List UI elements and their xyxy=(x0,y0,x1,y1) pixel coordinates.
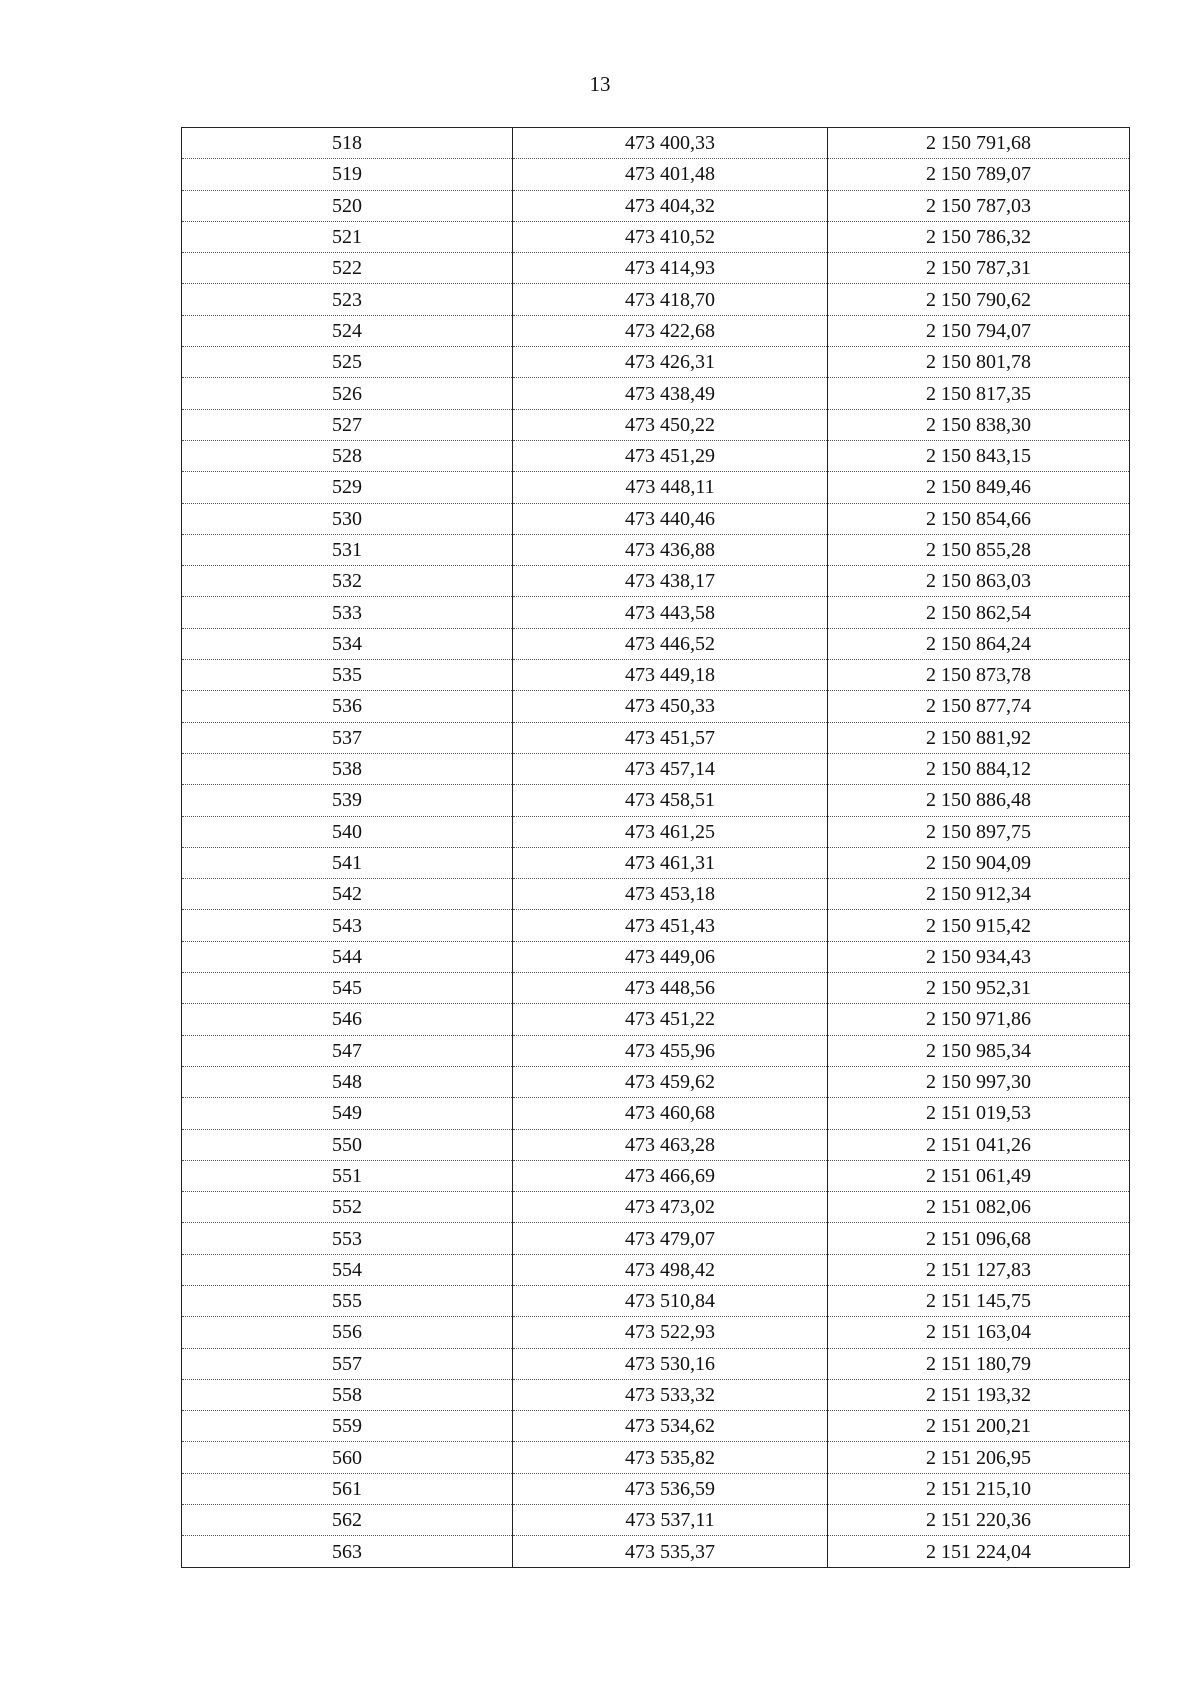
table-row xyxy=(182,566,1130,597)
x-coordinate-cell: 473 530,16 xyxy=(513,1348,828,1379)
table-row xyxy=(182,691,1130,722)
point-number-cell: 554 xyxy=(182,1254,513,1285)
x-coordinate-cell: 473 418,70 xyxy=(513,284,828,315)
table-row xyxy=(182,440,1130,471)
x-coordinate-cell: 473 400,33 xyxy=(513,128,828,159)
point-number-cell: 556 xyxy=(182,1317,513,1348)
y-coordinate-cell: 2 150 985,34 xyxy=(828,1035,1130,1066)
point-number-cell: 528 xyxy=(182,440,513,471)
x-coordinate-cell: 473 455,96 xyxy=(513,1035,828,1066)
x-coordinate-cell: 473 537,11 xyxy=(513,1505,828,1536)
y-coordinate-cell: 2 151 163,04 xyxy=(828,1317,1130,1348)
x-coordinate-cell: 473 451,29 xyxy=(513,440,828,471)
y-coordinate-cell: 2 150 864,24 xyxy=(828,628,1130,659)
table-row xyxy=(182,1473,1130,1504)
table-row xyxy=(182,284,1130,315)
x-coordinate-cell: 473 536,59 xyxy=(513,1473,828,1504)
coordinates-table xyxy=(181,127,1130,1568)
point-number-cell: 550 xyxy=(182,1129,513,1160)
x-coordinate-cell: 473 463,28 xyxy=(513,1129,828,1160)
point-number-cell: 540 xyxy=(182,816,513,847)
point-number-cell: 525 xyxy=(182,347,513,378)
y-coordinate-cell: 2 150 838,30 xyxy=(828,409,1130,440)
table-row xyxy=(182,910,1130,941)
x-coordinate-cell: 473 422,68 xyxy=(513,315,828,346)
table-row xyxy=(182,1379,1130,1410)
table-row xyxy=(182,879,1130,910)
x-coordinate-cell: 473 522,93 xyxy=(513,1317,828,1348)
y-coordinate-cell: 2 151 206,95 xyxy=(828,1442,1130,1473)
point-number-cell: 561 xyxy=(182,1473,513,1504)
point-number-cell: 541 xyxy=(182,847,513,878)
y-coordinate-cell: 2 150 912,34 xyxy=(828,879,1130,910)
y-coordinate-cell: 2 150 789,07 xyxy=(828,159,1130,190)
table-row xyxy=(182,597,1130,628)
point-number-cell: 521 xyxy=(182,221,513,252)
x-coordinate-cell: 473 457,14 xyxy=(513,753,828,784)
point-number-cell: 532 xyxy=(182,566,513,597)
table-row xyxy=(182,1348,1130,1379)
table-row xyxy=(182,1442,1130,1473)
y-coordinate-cell: 2 150 843,15 xyxy=(828,440,1130,471)
point-number-cell: 545 xyxy=(182,973,513,1004)
x-coordinate-cell: 473 533,32 xyxy=(513,1379,828,1410)
x-coordinate-cell: 473 498,42 xyxy=(513,1254,828,1285)
y-coordinate-cell: 2 150 854,66 xyxy=(828,503,1130,534)
y-coordinate-cell: 2 150 787,03 xyxy=(828,190,1130,221)
table-row xyxy=(182,722,1130,753)
y-coordinate-cell: 2 151 220,36 xyxy=(828,1505,1130,1536)
x-coordinate-cell: 473 414,93 xyxy=(513,253,828,284)
y-coordinate-cell: 2 151 127,83 xyxy=(828,1254,1130,1285)
point-number-cell: 538 xyxy=(182,753,513,784)
y-coordinate-cell: 2 150 855,28 xyxy=(828,534,1130,565)
y-coordinate-cell: 2 150 817,35 xyxy=(828,378,1130,409)
x-coordinate-cell: 473 438,49 xyxy=(513,378,828,409)
y-coordinate-cell: 2 150 897,75 xyxy=(828,816,1130,847)
point-number-cell: 539 xyxy=(182,785,513,816)
x-coordinate-cell: 473 453,18 xyxy=(513,879,828,910)
point-number-cell: 555 xyxy=(182,1285,513,1316)
y-coordinate-cell: 2 150 786,32 xyxy=(828,221,1130,252)
y-coordinate-cell: 2 151 041,26 xyxy=(828,1129,1130,1160)
point-number-cell: 518 xyxy=(182,128,513,159)
y-coordinate-cell: 2 150 794,07 xyxy=(828,315,1130,346)
point-number-cell: 557 xyxy=(182,1348,513,1379)
point-number-cell: 534 xyxy=(182,628,513,659)
point-number-cell: 537 xyxy=(182,722,513,753)
x-coordinate-cell: 473 460,68 xyxy=(513,1098,828,1129)
x-coordinate-cell: 473 448,11 xyxy=(513,472,828,503)
coordinates-table-body xyxy=(182,128,1130,1568)
point-number-cell: 519 xyxy=(182,159,513,190)
y-coordinate-cell: 2 151 193,32 xyxy=(828,1379,1130,1410)
x-coordinate-cell: 473 426,31 xyxy=(513,347,828,378)
y-coordinate-cell: 2 151 180,79 xyxy=(828,1348,1130,1379)
y-coordinate-cell: 2 150 877,74 xyxy=(828,691,1130,722)
x-coordinate-cell: 473 436,88 xyxy=(513,534,828,565)
y-coordinate-cell: 2 150 971,86 xyxy=(828,1004,1130,1035)
x-coordinate-cell: 473 461,25 xyxy=(513,816,828,847)
point-number-cell: 563 xyxy=(182,1536,513,1567)
table-row xyxy=(182,1223,1130,1254)
x-coordinate-cell: 473 461,31 xyxy=(513,847,828,878)
x-coordinate-cell: 473 451,57 xyxy=(513,722,828,753)
y-coordinate-cell: 2 150 849,46 xyxy=(828,472,1130,503)
x-coordinate-cell: 473 479,07 xyxy=(513,1223,828,1254)
y-coordinate-cell: 2 150 886,48 xyxy=(828,785,1130,816)
table-row xyxy=(182,1192,1130,1223)
table-row xyxy=(182,785,1130,816)
table-row xyxy=(182,660,1130,691)
x-coordinate-cell: 473 448,56 xyxy=(513,973,828,1004)
table-row xyxy=(182,1285,1130,1316)
table-row xyxy=(182,816,1130,847)
x-coordinate-cell: 473 535,82 xyxy=(513,1442,828,1473)
table-row xyxy=(182,472,1130,503)
point-number-cell: 551 xyxy=(182,1160,513,1191)
y-coordinate-cell: 2 151 082,06 xyxy=(828,1192,1130,1223)
x-coordinate-cell: 473 450,33 xyxy=(513,691,828,722)
table-row xyxy=(182,1129,1130,1160)
point-number-cell: 548 xyxy=(182,1066,513,1097)
table-row xyxy=(182,1098,1130,1129)
x-coordinate-cell: 473 450,22 xyxy=(513,409,828,440)
x-coordinate-cell: 473 510,84 xyxy=(513,1285,828,1316)
table-row xyxy=(182,159,1130,190)
table-row xyxy=(182,221,1130,252)
table-row xyxy=(182,190,1130,221)
point-number-cell: 558 xyxy=(182,1379,513,1410)
x-coordinate-cell: 473 438,17 xyxy=(513,566,828,597)
point-number-cell: 560 xyxy=(182,1442,513,1473)
table-row xyxy=(182,1505,1130,1536)
table-row xyxy=(182,1536,1130,1567)
y-coordinate-cell: 2 150 884,12 xyxy=(828,753,1130,784)
x-coordinate-cell: 473 449,18 xyxy=(513,660,828,691)
table-row xyxy=(182,941,1130,972)
point-number-cell: 562 xyxy=(182,1505,513,1536)
y-coordinate-cell: 2 150 873,78 xyxy=(828,660,1130,691)
y-coordinate-cell: 2 151 019,53 xyxy=(828,1098,1130,1129)
point-number-cell: 552 xyxy=(182,1192,513,1223)
table-row xyxy=(182,628,1130,659)
page-number: 13 xyxy=(589,72,611,96)
x-coordinate-cell: 473 473,02 xyxy=(513,1192,828,1223)
point-number-cell: 536 xyxy=(182,691,513,722)
point-number-cell: 533 xyxy=(182,597,513,628)
y-coordinate-cell: 2 151 224,04 xyxy=(828,1536,1130,1567)
x-coordinate-cell: 473 446,52 xyxy=(513,628,828,659)
x-coordinate-cell: 473 458,51 xyxy=(513,785,828,816)
y-coordinate-cell: 2 151 061,49 xyxy=(828,1160,1130,1191)
x-coordinate-cell: 473 535,37 xyxy=(513,1536,828,1567)
point-number-cell: 553 xyxy=(182,1223,513,1254)
x-coordinate-cell: 473 443,58 xyxy=(513,597,828,628)
point-number-cell: 546 xyxy=(182,1004,513,1035)
table-row xyxy=(182,973,1130,1004)
point-number-cell: 523 xyxy=(182,284,513,315)
table-row xyxy=(182,534,1130,565)
table-row xyxy=(182,847,1130,878)
table-row xyxy=(182,1160,1130,1191)
x-coordinate-cell: 473 466,69 xyxy=(513,1160,828,1191)
table-row xyxy=(182,1004,1130,1035)
table-row xyxy=(182,1066,1130,1097)
y-coordinate-cell: 2 150 787,31 xyxy=(828,253,1130,284)
x-coordinate-cell: 473 451,43 xyxy=(513,910,828,941)
table-row xyxy=(182,1411,1130,1442)
point-number-cell: 522 xyxy=(182,253,513,284)
table-row xyxy=(182,347,1130,378)
point-number-cell: 526 xyxy=(182,378,513,409)
point-number-cell: 544 xyxy=(182,941,513,972)
point-number-cell: 535 xyxy=(182,660,513,691)
y-coordinate-cell: 2 150 862,54 xyxy=(828,597,1130,628)
x-coordinate-cell: 473 410,52 xyxy=(513,221,828,252)
point-number-cell: 527 xyxy=(182,409,513,440)
table-row xyxy=(182,378,1130,409)
x-coordinate-cell: 473 404,32 xyxy=(513,190,828,221)
point-number-cell: 520 xyxy=(182,190,513,221)
y-coordinate-cell: 2 151 200,21 xyxy=(828,1411,1130,1442)
table-row xyxy=(182,315,1130,346)
point-number-cell: 542 xyxy=(182,879,513,910)
table-row xyxy=(182,128,1130,159)
y-coordinate-cell: 2 150 801,78 xyxy=(828,347,1130,378)
y-coordinate-cell: 2 150 904,09 xyxy=(828,847,1130,878)
table-row xyxy=(182,409,1130,440)
x-coordinate-cell: 473 449,06 xyxy=(513,941,828,972)
point-number-cell: 524 xyxy=(182,315,513,346)
point-number-cell: 529 xyxy=(182,472,513,503)
point-number-cell: 543 xyxy=(182,910,513,941)
y-coordinate-cell: 2 150 881,92 xyxy=(828,722,1130,753)
point-number-cell: 549 xyxy=(182,1098,513,1129)
y-coordinate-cell: 2 150 915,42 xyxy=(828,910,1130,941)
y-coordinate-cell: 2 151 215,10 xyxy=(828,1473,1130,1504)
table-row xyxy=(182,503,1130,534)
y-coordinate-cell: 2 151 145,75 xyxy=(828,1285,1130,1316)
point-number-cell: 547 xyxy=(182,1035,513,1066)
x-coordinate-cell: 473 459,62 xyxy=(513,1066,828,1097)
y-coordinate-cell: 2 150 952,31 xyxy=(828,973,1130,1004)
table-row xyxy=(182,1035,1130,1066)
x-coordinate-cell: 473 534,62 xyxy=(513,1411,828,1442)
table-row xyxy=(182,1254,1130,1285)
point-number-cell: 531 xyxy=(182,534,513,565)
point-number-cell: 559 xyxy=(182,1411,513,1442)
y-coordinate-cell: 2 150 791,68 xyxy=(828,128,1130,159)
x-coordinate-cell: 473 451,22 xyxy=(513,1004,828,1035)
point-number-cell: 530 xyxy=(182,503,513,534)
x-coordinate-cell: 473 401,48 xyxy=(513,159,828,190)
y-coordinate-cell: 2 150 863,03 xyxy=(828,566,1130,597)
x-coordinate-cell: 473 440,46 xyxy=(513,503,828,534)
y-coordinate-cell: 2 150 934,43 xyxy=(828,941,1130,972)
table-row xyxy=(182,1317,1130,1348)
y-coordinate-cell: 2 151 096,68 xyxy=(828,1223,1130,1254)
y-coordinate-cell: 2 150 997,30 xyxy=(828,1066,1130,1097)
y-coordinate-cell: 2 150 790,62 xyxy=(828,284,1130,315)
table-row xyxy=(182,253,1130,284)
table-row xyxy=(182,753,1130,784)
